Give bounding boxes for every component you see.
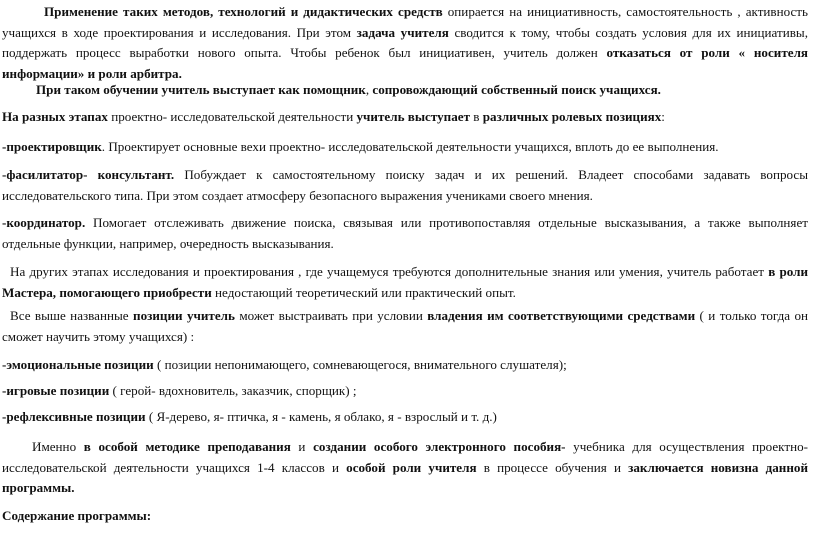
paragraph-role-coordinator xyxy=(2,213,808,254)
text-run: . Проектирует основные вехи проектно- исследовательской деятельности учащихся, вплоть до ее выполнения. xyxy=(101,139,719,154)
bold-text-run: различных ролевых позициях xyxy=(482,109,662,124)
text-run: и xyxy=(290,439,314,454)
text-run: недостающий теоретический или практический опыт. xyxy=(211,284,516,300)
bold-text-run: позиции учитель xyxy=(133,308,235,323)
bold-text-run: в особой методике преподавания xyxy=(83,439,291,454)
text-run: может выстраивать при условии xyxy=(234,308,428,323)
text-run: Помогает отслеживать движение поиска, связывая или противопоставляя отдельные высказывания, а также выполняет отдельные функции, например, очередность высказывания. xyxy=(2,215,808,251)
paragraph-stages xyxy=(2,107,808,128)
bold-text-run: создании особого электронного пособия- xyxy=(313,439,566,454)
text-run: ( герой- вдохновитель, заказчик, спорщик) ; xyxy=(109,383,357,398)
bold-text-run: особой роли учителя xyxy=(346,459,477,475)
text-run: в xyxy=(470,109,483,124)
text-run: , xyxy=(365,82,373,97)
paragraph-game-positions xyxy=(2,381,808,402)
section-heading-contents xyxy=(2,506,808,527)
bold-text-run: заключается новизна данной программы. xyxy=(2,459,808,495)
text-run: ( Я-дерево, я- птичка, я - камень, я облако, я - взрослый и т. д.) xyxy=(145,409,497,424)
bold-text-run: отказаться от роли « носителя информации» и роли арбитра. xyxy=(2,45,808,81)
bold-text-run: учитель выступает xyxy=(356,109,471,124)
paragraph-role-facilitator xyxy=(2,165,808,206)
bold-text-run: -эмоциональные позиции xyxy=(2,357,154,372)
bold-text-run: -фасилитатор- консультант. xyxy=(2,167,175,182)
bold-text-run: -координатор. xyxy=(2,215,86,230)
text-run: проектно- исследовательской деятельности xyxy=(107,109,357,124)
bold-text-run: Применение таких методов, технологий и дидактических средств xyxy=(44,4,443,19)
paragraph-reflexive-positions xyxy=(2,407,808,428)
paragraph-novelty xyxy=(2,437,808,499)
paragraph-teacher-helper xyxy=(2,80,808,101)
text-run: Все выше названные xyxy=(10,308,134,323)
text-run: опирается на инициативность, самостоятельность , активность учащихся в ходе проектирования и исследования. При этом xyxy=(2,4,808,40)
bold-text-run: На разных этапах xyxy=(2,109,108,124)
text-run: Побуждает к самостоятельному поиску задач и их решений. Владеет способами задавать вопросы исследовательского типа. При этом создает атмосферу безопасного выражения учениками своего мнения. xyxy=(2,167,808,203)
paragraph-role-designer xyxy=(2,137,808,158)
text-run: учебника для осуществления проектно- исследовательской деятельности учащихся 1-4 классов и xyxy=(2,439,809,475)
bold-text-run: владения им соответствующими средствами xyxy=(427,308,696,323)
bold-text-run: в роли Мастера, помогающего приобрести xyxy=(2,264,808,300)
bold-text-run: Содержание программы: xyxy=(2,508,152,523)
text-run: в процессе обучения и xyxy=(476,459,629,475)
text-run: ( позиции непонимающего, сомневающегося, внимательного слушателя); xyxy=(153,357,567,372)
text-run: На других этапах исследования и проектирования , где учащемуся требуются дополнительные знания или умения, учитель работает xyxy=(10,264,769,279)
text-run: сводится к тому, чтобы создать условия для их инициативы, поддержать процесс выработки нового опыта. Чтобы ребенок был инициативен, учитель должен xyxy=(2,24,808,60)
bold-text-run: задача учителя xyxy=(356,24,449,40)
paragraph-emotional-positions xyxy=(2,355,808,376)
text-run: ( и только тогда он сможет научить этому учащихся) : xyxy=(2,308,809,344)
paragraph-intro xyxy=(2,2,808,84)
bold-text-run: При таком обучении учитель выступает как помощник xyxy=(36,82,366,97)
bold-text-run: -игровые позиции xyxy=(2,383,110,398)
bold-text-run: -рефлексивные позиции xyxy=(2,409,146,424)
bold-text-run: сопровождающий собственный поиск учащихся. xyxy=(372,82,661,97)
text-run: Именно xyxy=(32,439,84,454)
bold-text-run: -проектировщик xyxy=(2,139,102,154)
text-run: : xyxy=(661,109,665,124)
paragraph-role-master xyxy=(2,262,808,303)
paragraph-positions xyxy=(2,306,808,347)
